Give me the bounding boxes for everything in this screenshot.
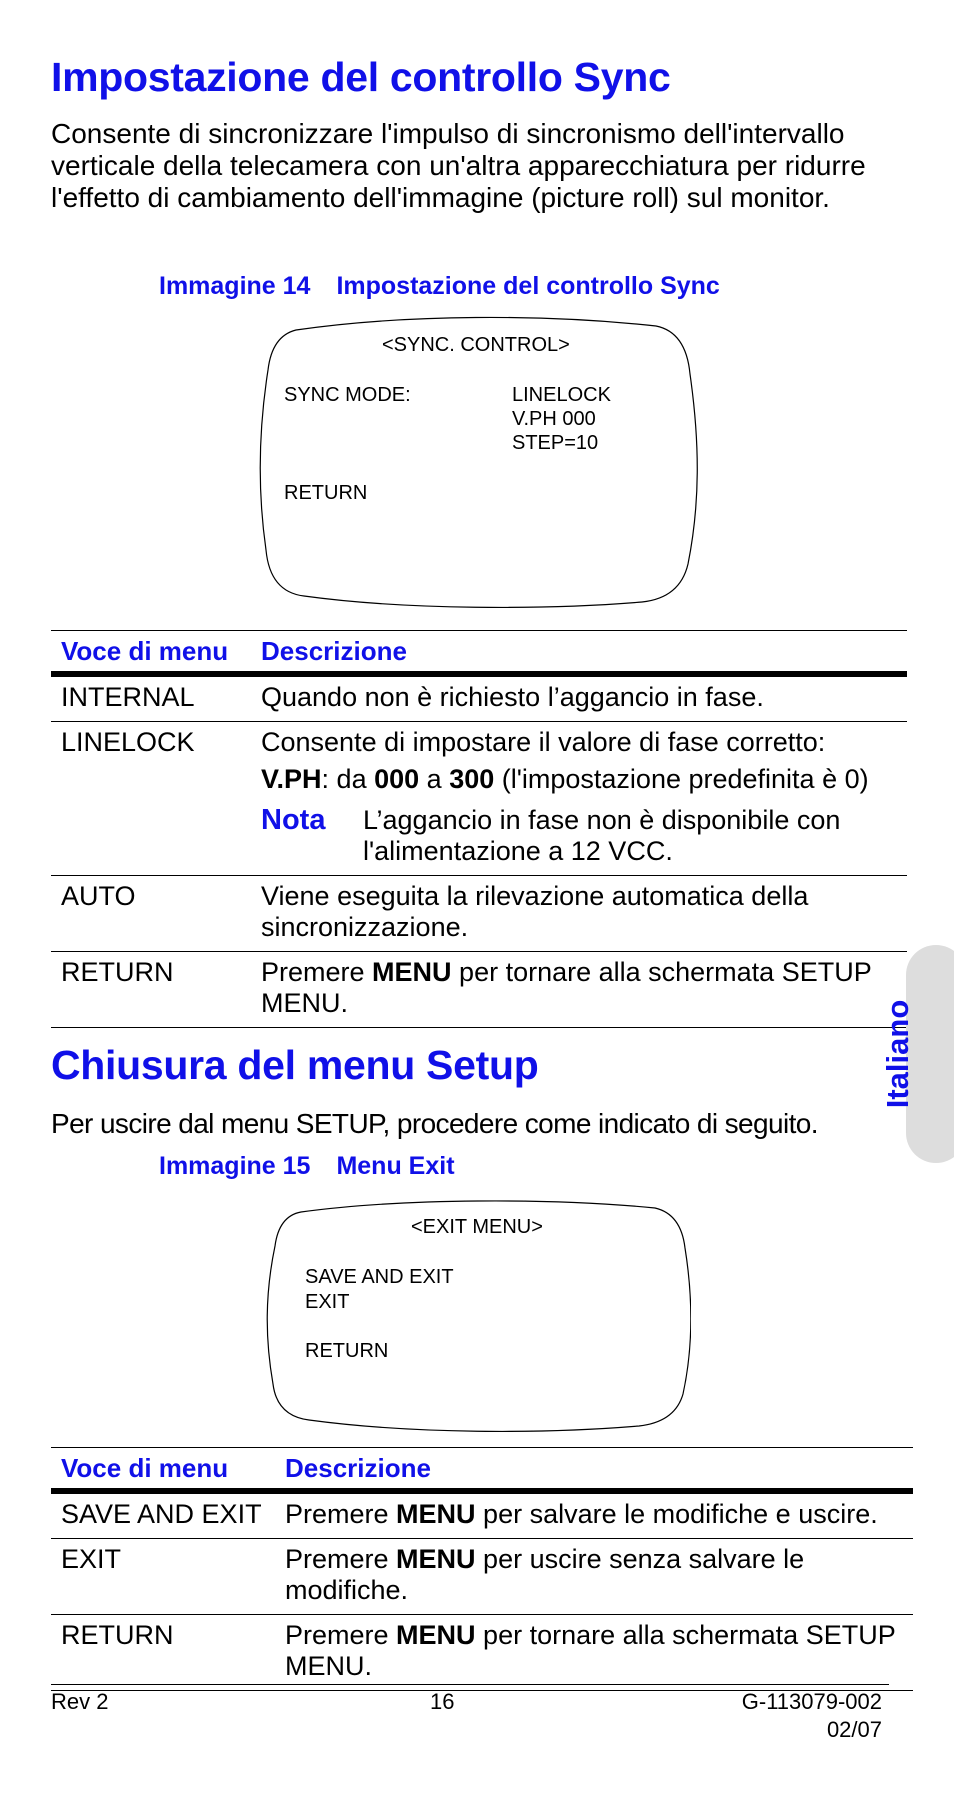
desc-text: per tornare alla schermata SETUP MENU. — [261, 957, 872, 1018]
menu-description — [275, 1491, 913, 1539]
menu-item: INTERNAL — [51, 674, 251, 722]
menu-item: LINELOCK — [51, 722, 251, 876]
desc-text: Premere — [285, 1544, 397, 1574]
menu-key: MENU — [396, 1620, 476, 1650]
desc-text: per salvare le modifiche e uscire. — [475, 1499, 878, 1529]
section-intro-sync-control: Consente di sincronizzare l'impulso di sincronismo dell'intervallo verticale della telecamera con un'altra apparecchiatura per ridurre l'effetto di cambiamento dell'immagine (picture roll) sul monitor. — [51, 118, 866, 213]
footer-page-number: 16 — [430, 1689, 455, 1714]
sync-menu-table — [51, 630, 907, 1028]
osd-vph-value: V.PH 000 — [512, 408, 596, 430]
figure-title: Menu Exit — [336, 1152, 455, 1180]
footer-rule — [51, 1684, 889, 1685]
vph-to-text: a — [419, 764, 450, 794]
desc-text: Premere — [285, 1620, 397, 1650]
note-text: L’aggancio in fase non è disponibile con l'alimentazione a 12 VCC. — [363, 805, 841, 866]
osd-header: <SYNC. CONTROL> — [382, 334, 570, 356]
osd-header: <EXIT MENU> — [411, 1216, 543, 1238]
vph-min: 000 — [374, 764, 420, 794]
table-header-row — [51, 631, 907, 675]
exit-menu-table — [51, 1447, 913, 1691]
desc-text: per uscire senza salvare le modifiche. — [285, 1544, 805, 1605]
table-row — [51, 952, 907, 1028]
desc-text: Premere — [261, 957, 373, 987]
section-title-exit-setup: Chiusura del menu Setup — [51, 1042, 539, 1088]
figure-number: Immagine 14 — [159, 272, 311, 300]
note-label: Nota — [261, 804, 326, 836]
menu-description — [251, 952, 907, 1028]
menu-item: AUTO — [51, 876, 251, 952]
vph-range — [261, 764, 897, 795]
menu-key: MENU — [396, 1499, 476, 1529]
osd-save-and-exit: SAVE AND EXIT — [305, 1266, 454, 1288]
menu-description — [275, 1615, 913, 1691]
figure-caption-14 — [159, 272, 720, 301]
menu-description — [275, 1539, 913, 1615]
table-row — [51, 876, 907, 952]
osd-sync-mode-label: SYNC MODE: — [284, 384, 411, 406]
desc-text: per tornare alla schermata SETUP MENU. — [285, 1620, 896, 1681]
figure-title: Impostazione del controllo Sync — [336, 272, 720, 300]
menu-item: RETURN — [51, 1615, 275, 1691]
footer-date: 02/07 — [826, 1717, 882, 1742]
column-header-description: Descrizione — [251, 631, 907, 675]
column-header-item: Voce di menu — [51, 1448, 275, 1492]
table-header-row — [51, 1448, 913, 1492]
column-header-description: Descrizione — [275, 1448, 913, 1492]
vph-max: 300 — [449, 764, 495, 794]
table-row — [51, 722, 907, 876]
section-title-sync-control: Impostazione del controllo Sync — [51, 54, 671, 100]
menu-item: EXIT — [51, 1539, 275, 1615]
osd-sync-mode-value: LINELOCK — [512, 384, 611, 406]
exit-menu-screen — [263, 1198, 691, 1432]
sync-control-screen — [256, 314, 698, 610]
menu-item: SAVE AND EXIT — [51, 1491, 275, 1539]
table-row — [51, 674, 907, 722]
table-row — [51, 1491, 913, 1539]
table-row — [51, 1539, 913, 1615]
vph-from-text: : da — [321, 764, 375, 794]
osd-exit: EXIT — [305, 1291, 350, 1313]
menu-description: Viene eseguita la rilevazione automatica della sincronizzazione. — [251, 876, 907, 952]
menu-description: Quando non è richiesto l’aggancio in fase. — [251, 674, 907, 722]
note — [261, 805, 897, 867]
menu-description — [251, 722, 907, 876]
figure-caption-15 — [159, 1152, 455, 1181]
menu-key: MENU — [396, 1544, 476, 1574]
osd-return: RETURN — [284, 482, 368, 504]
figure-number: Immagine 15 — [159, 1152, 311, 1180]
table-row — [51, 1615, 913, 1691]
monitor-outline — [256, 314, 698, 610]
desc-text: Premere — [285, 1499, 397, 1529]
menu-item: RETURN — [51, 952, 251, 1028]
vph-label: V.PH — [261, 764, 322, 794]
footer-revision: Rev 2 — [51, 1689, 109, 1714]
osd-step-value: STEP=10 — [512, 432, 599, 454]
menu-key: MENU — [372, 957, 452, 987]
footer-doc-number: G-113079-002 — [741, 1689, 882, 1714]
column-header-item: Voce di menu — [51, 631, 251, 675]
linelock-description: Consente di impostare il valore di fase corretto: — [261, 727, 826, 757]
section-intro-exit-setup: Per uscire dal menu SETUP, procedere come indicato di seguito. — [51, 1108, 818, 1139]
language-tab-label: Italiano — [880, 999, 915, 1109]
osd-return: RETURN — [305, 1340, 389, 1362]
vph-default-text: (l'impostazione predefinita è 0) — [494, 764, 869, 794]
